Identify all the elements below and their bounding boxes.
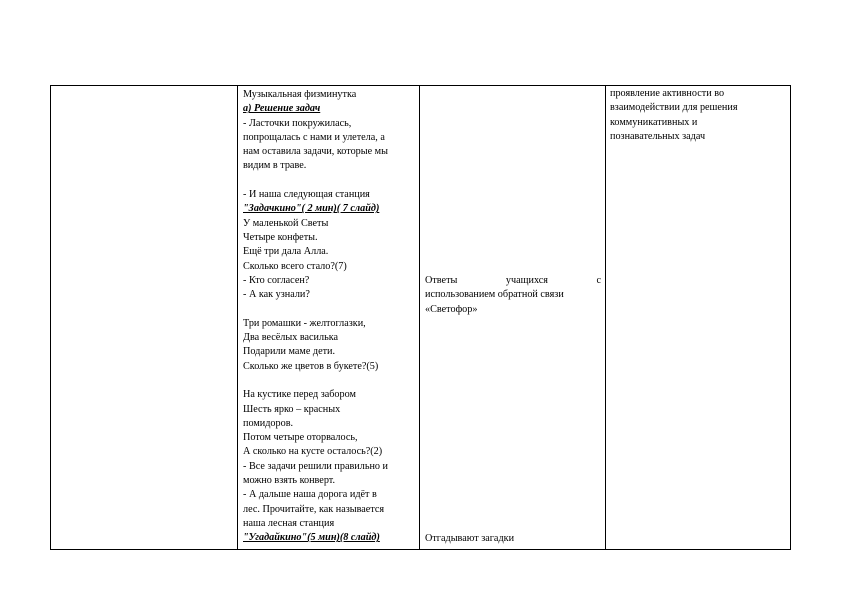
column-divider-right — [790, 85, 791, 550]
text-line: «Светофор» — [425, 303, 478, 315]
column-divider-2 — [419, 85, 420, 550]
column-divider-left — [50, 85, 51, 550]
text-line: Три ромашки - желтоглазки, — [243, 317, 366, 329]
text-word: с — [596, 275, 601, 286]
column-divider-1 — [237, 85, 238, 550]
text-line: использованием обратной связи — [425, 289, 564, 301]
text-line: - Кто согласен? — [243, 274, 310, 286]
cell-student-activity — [425, 88, 603, 548]
text-line: можно взять конверт. — [243, 475, 336, 487]
text-line: нам оставила задачи, которые мы — [243, 146, 388, 158]
text-line: - И наша следующая станция — [243, 189, 370, 201]
cell-teacher-activity — [243, 88, 417, 548]
text-line: Подарили маме дети. — [243, 346, 336, 358]
text-line: Потом четыре оторвалось, — [243, 432, 358, 444]
text-line: проявление активности во — [610, 88, 725, 99]
text-line: Ещё три дала Алла. — [243, 246, 329, 258]
text-line: - Ласточки покружилась, — [243, 117, 352, 129]
cell-stage — [53, 88, 233, 548]
section-heading: а) Решение задач — [243, 103, 321, 115]
table-bottom-border — [50, 549, 791, 550]
text-word: учащихся — [505, 275, 548, 286]
riddles-text: Отгадывают загадки — [425, 533, 515, 544]
text-line: Два весёлых василька — [243, 332, 339, 344]
cell-outcomes — [610, 87, 786, 547]
text-line: взаимодействии для решения — [610, 102, 738, 114]
text-line: - А как узнали? — [243, 289, 310, 301]
text-line: Шесть ярко – красных — [243, 403, 341, 415]
text-line: - А дальше наша дорога идёт в — [243, 489, 377, 501]
text-line: познавательных задач — [610, 130, 706, 142]
text-line: помидоров. — [243, 417, 294, 429]
station-heading: "Угадайкино"(5 мин)(8 слайд) — [243, 532, 380, 544]
text-line: - Все задачи решили правильно и — [243, 460, 389, 472]
text-line: Сколько же цветов в букете?(5) — [243, 360, 379, 372]
column-divider-3 — [605, 85, 606, 550]
text-line: попрощалась с нами и улетела, а — [243, 131, 385, 143]
table-top-border — [50, 85, 791, 86]
text-line: Сколько всего стало?(7) — [243, 260, 347, 272]
station-heading: "Задачкино"( 2 мин)( 7 слайд) — [243, 203, 380, 215]
text-line: Музыкальная физминутка — [243, 89, 357, 100]
text-word: Ответы — [425, 275, 458, 286]
text-line: видим в траве. — [243, 160, 307, 172]
text-line: А сколько на кусте осталось?(2) — [243, 446, 383, 458]
answers-paragraph — [425, 274, 601, 317]
text-line: Четыре конфеты. — [243, 231, 318, 243]
text-line: наша лесная станция — [243, 517, 335, 529]
text-line: У маленькой Светы — [243, 217, 329, 229]
text-line: коммуникативных и — [610, 116, 698, 128]
text-line: На кустике перед забором — [243, 389, 356, 401]
text-line: лес. Прочитайте, как называется — [243, 503, 385, 515]
